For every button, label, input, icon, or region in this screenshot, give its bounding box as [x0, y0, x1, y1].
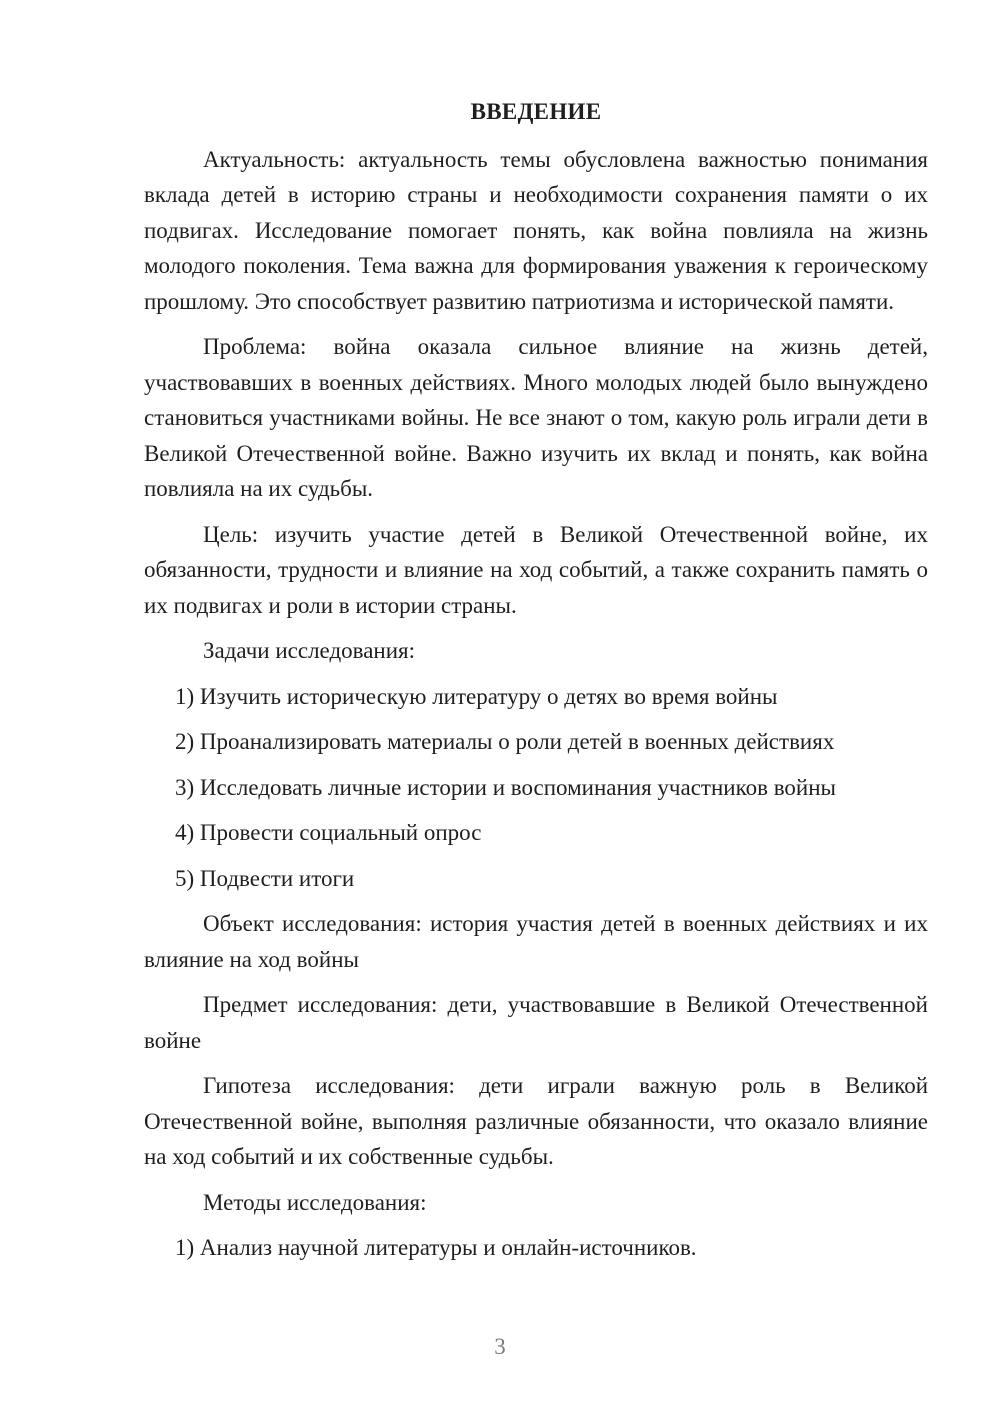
- page-number: 3: [494, 1334, 506, 1359]
- subject-paragraph: Предмет исследования: дети, участвовавшие в Великой Отечественной войне: [144, 992, 928, 1053]
- section-heading: ВВЕДЕНИЕ: [470, 99, 602, 124]
- task-item-1: 1) Изучить историческую литературу о детях во время войны: [175, 683, 778, 709]
- methods-title: Методы исследования:: [203, 1189, 427, 1215]
- hypothesis-paragraph: Гипотеза исследования: дети играли важную роль в Великой Отечественной войне, выполняя различные обязанности, что оказало влияние на ход событий и их собственные судьбы.: [144, 1073, 928, 1169]
- problem-paragraph: Проблема: война оказала сильное влияние на жизнь детей, участвовавших в военных действиях. Много молодых людей было вынуждено становиться участниками войны. Не все знают о том, какую роль играли дети в Великой Отечественной войне. Важно изучить их вклад и понять, как война повлияла на их судьбы.: [144, 334, 928, 501]
- goal-paragraph: Цель: изучить участие детей в Великой Отечественной войне, их обязанности, трудности и влияние на ход событий, а также сохранить память о их подвигах и роли в истории страны.: [144, 521, 928, 618]
- task-item-5: 5) Подвести итоги: [175, 865, 355, 891]
- tasks-title: Задачи исследования:: [203, 638, 416, 663]
- task-item-4: 4) Провести социальный опрос: [175, 820, 482, 845]
- method-item-1: 1) Анализ научной литературы и онлайн-источников.: [175, 1235, 697, 1260]
- task-item-3: 3) Исследовать личные истории и воспоминания участников войны: [175, 774, 836, 800]
- object-paragraph: Объект исследования: история участия детей в военных действиях и их влияние на ход войны: [144, 911, 928, 972]
- task-item-2: 2) Проанализировать материалы о роли детей в военных действиях: [175, 729, 835, 754]
- relevance-paragraph: Актуальность: актуальность темы обусловлена важностью понимания вклада детей в историю страны и необходимости сохранения памяти о их подвигах. Исследование помогает понять, как война повлияла на жизнь молодого поколения. Тема важна для формирования уважения к героическому прошлому. Это способствует развитию патриотизма и исторической памяти.: [144, 146, 928, 314]
- page-content: [144, 94, 928, 1276]
